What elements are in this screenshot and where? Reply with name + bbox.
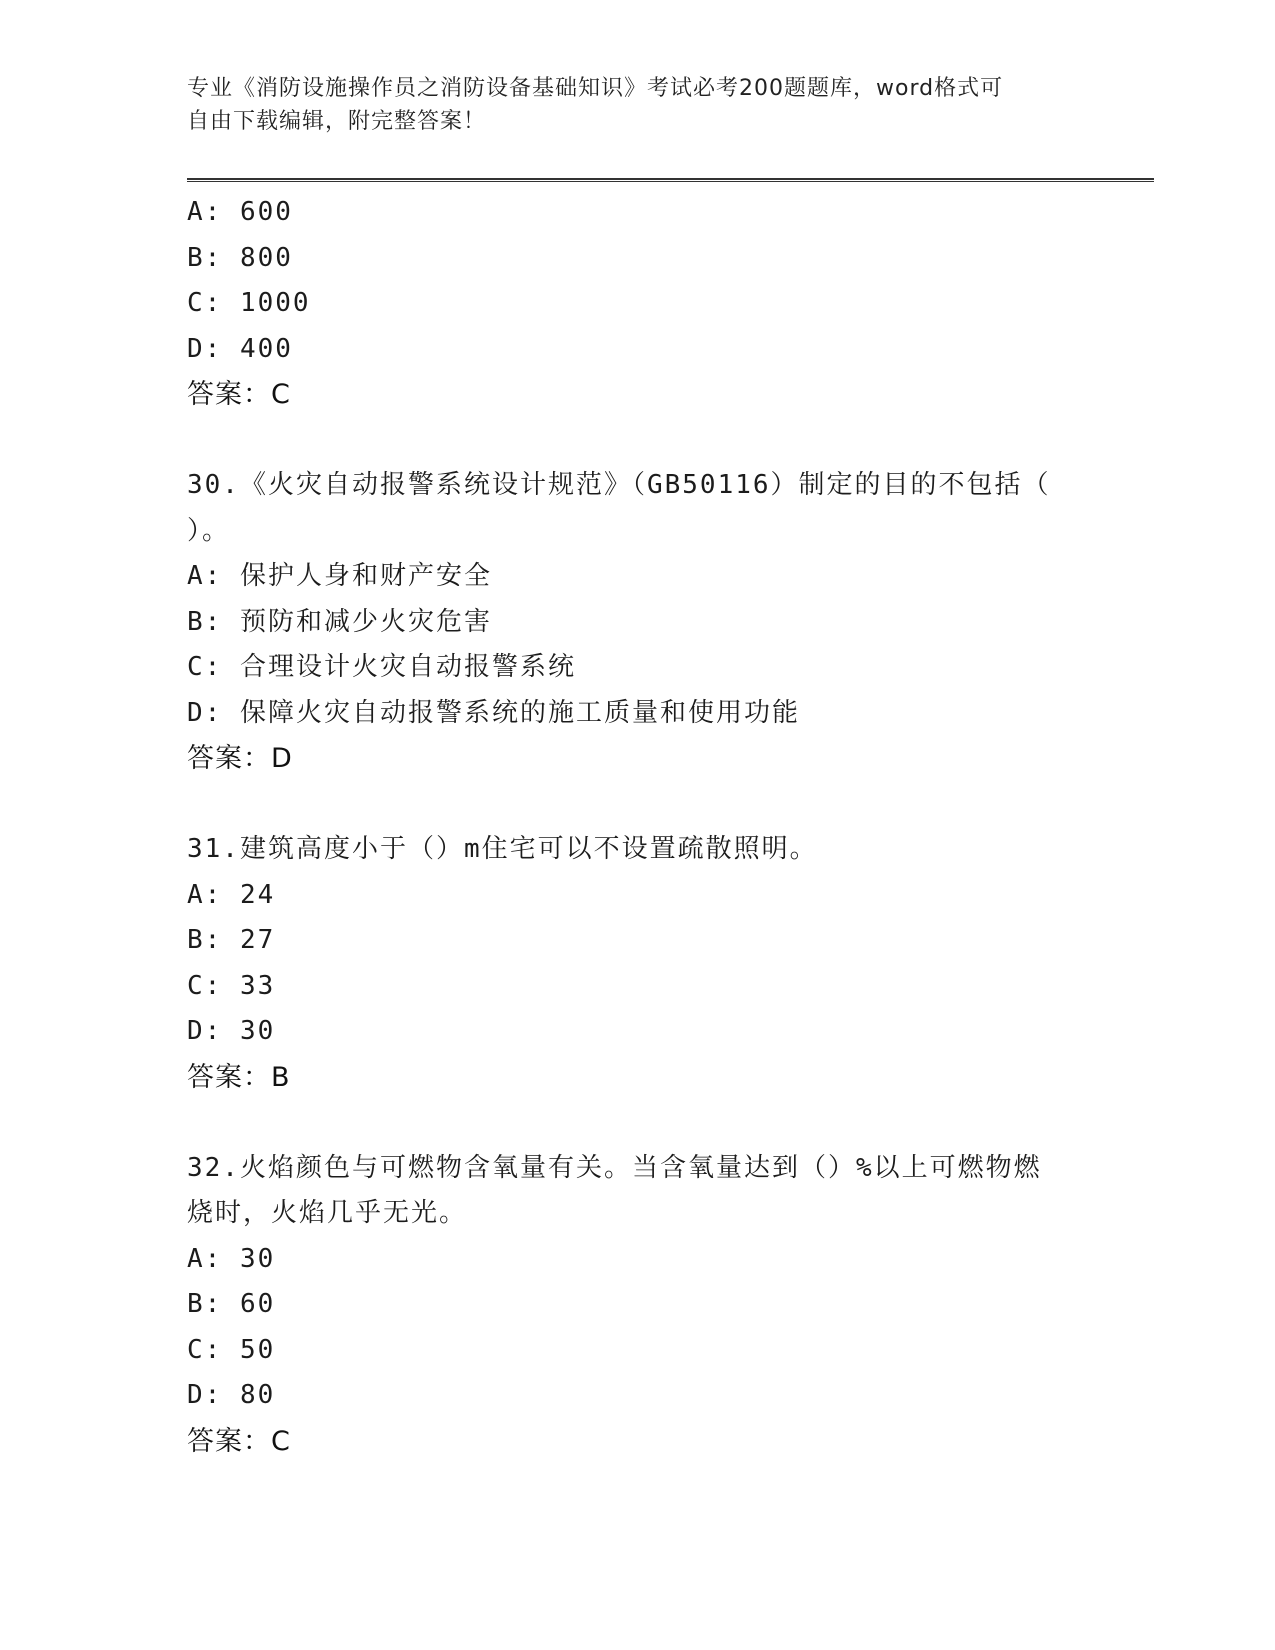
option-b: B: 27 <box>187 925 276 955</box>
question-32-block <box>187 1146 1087 1465</box>
spacer <box>187 418 1087 464</box>
header-title-line-2: 自由下载编辑，附完整答案！ <box>187 109 487 134</box>
question-29-block <box>187 190 1087 418</box>
spacer <box>187 1100 1087 1146</box>
option-c: C: 33 <box>187 970 276 1001</box>
question-30-text-line-2: ）。 <box>187 515 231 546</box>
option-b: B: 800 <box>187 242 293 273</box>
option-d: D: 400 <box>187 333 293 364</box>
option-b: B: 60 <box>187 1289 276 1319</box>
option-c: C: 50 <box>187 1334 276 1365</box>
option-d: D: 保障火灾自动报警系统的施工质量和使用功能 <box>187 697 800 728</box>
header-divider <box>187 178 1154 182</box>
spacer <box>187 782 1087 828</box>
option-a: A: 保护人身和财产安全 <box>187 561 492 591</box>
answer-line: 答案：D <box>187 743 293 774</box>
answer-line: 答案：C <box>187 1425 291 1457</box>
answer-line: 答案：C <box>187 379 291 410</box>
question-31-text: 31.建筑高度小于（）m住宅可以不设置疏散照明。 <box>187 834 818 864</box>
question-content <box>187 190 1087 1464</box>
option-c: C: 1000 <box>187 288 311 318</box>
option-d: D: 30 <box>187 1016 276 1046</box>
answer-line: 答案：B <box>187 1061 291 1093</box>
question-30-text-line-1: 30.《火灾自动报警系统设计规范》（GB50116）制定的目的不包括（ <box>187 470 1051 500</box>
option-c: C: 合理设计火灾自动报警系统 <box>187 652 576 682</box>
option-d: D: 80 <box>187 1380 276 1410</box>
option-a: A: 30 <box>187 1243 276 1274</box>
option-a: A: 24 <box>187 879 276 910</box>
document-header <box>187 72 1067 138</box>
question-31-block <box>187 827 1087 1100</box>
header-title-line-1: 专业《消防设施操作员之消防设备基础知识》考试必考200题题库，word格式可 <box>187 76 1004 101</box>
question-32-text-line-2: 烧时，火焰几乎无光。 <box>187 1198 468 1228</box>
question-32-text-line-1: 32.火焰颜色与可燃物含氧量有关。当含氧量达到（）%以上可燃物燃 <box>187 1152 1042 1183</box>
option-a: A: 600 <box>187 197 293 227</box>
option-b: B: 预防和减少火灾危害 <box>187 606 492 637</box>
question-30-block <box>187 463 1087 782</box>
